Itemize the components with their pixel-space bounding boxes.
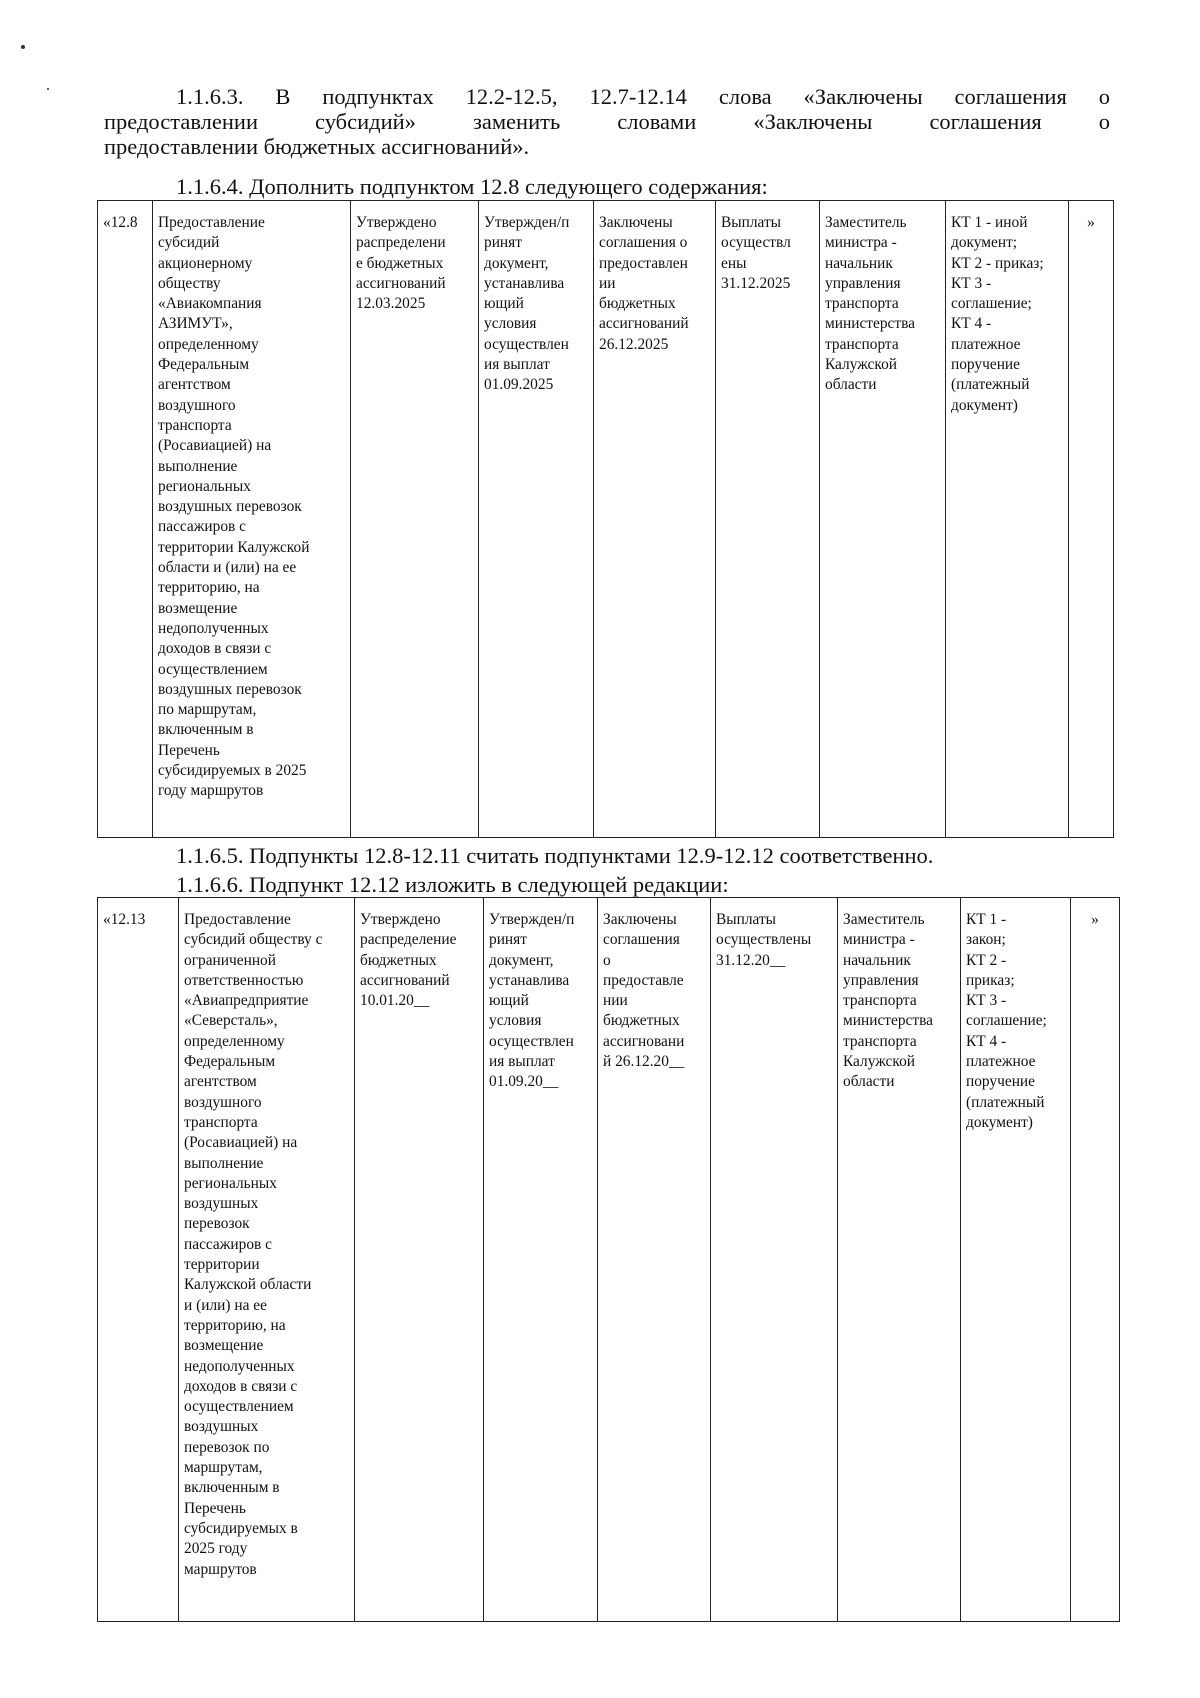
cell-text-line: ия выплат (484, 356, 550, 374)
cell-text-line: распределени (356, 234, 446, 252)
agreement-cell (598, 898, 711, 1622)
item-number-cell (98, 201, 153, 838)
closing-quote: » (1087, 214, 1095, 231)
cell-text-line: КТ 3 - (951, 274, 992, 292)
cell-text-line: Утвержден/п (489, 911, 575, 928)
cell-text-line: «Авиапредприятие (184, 992, 309, 1010)
cell-text-line: (платежный (951, 376, 1030, 394)
cell-text-line: документ) (951, 396, 1018, 414)
cell-text-line: региональных (158, 477, 251, 495)
cell-text-line: включенным в (158, 721, 254, 739)
item-number-cell (98, 898, 179, 1622)
description-cell (179, 898, 355, 1622)
amendment-table-12-13 (97, 897, 1120, 1622)
cell-text-line: возмещение (158, 599, 238, 617)
cell-text-line: платежное (951, 335, 1021, 353)
cell-text-line: территорию, на (184, 1316, 286, 1334)
cell-text-line: осуществл (721, 234, 791, 252)
scan-speck (47, 88, 49, 90)
cell-text-line: возмещение (184, 1337, 264, 1355)
cell-text-line: воздушного (184, 1093, 262, 1111)
cell-text-line: соглашение; (966, 1012, 1047, 1030)
cell-text-line: Выплаты (716, 911, 777, 928)
cell-text-line: обществу (158, 274, 221, 292)
paragraph-line: 1.1.6.5. Подпункты 12.8-12.11 считать подпунктами 12.9-12.12 соответственно. (176, 843, 934, 868)
cell-text-line: агентством (184, 1073, 257, 1091)
cell-text-line: министерства (843, 1012, 933, 1030)
cell-text-line: Утверждено (360, 911, 441, 928)
cell-text-line: бюджетных (360, 951, 437, 969)
cell-text-line: субсидий обществу с (184, 931, 323, 949)
document-cell (479, 201, 594, 838)
cell-text-line: выполнение (158, 457, 238, 475)
cell-text-line: устанавлива (484, 274, 565, 292)
cell-text-line: устанавлива (489, 971, 570, 989)
cell-text-line: ия выплат (489, 1053, 555, 1071)
cell-text-line: воздушных перевозок (158, 498, 302, 516)
cell-text-line: Федеральным (184, 1053, 276, 1071)
cell-text-line: 12.03.2025 (356, 295, 426, 313)
cell-text-line: выполнение (184, 1154, 264, 1172)
paragraph-1-1-6-6 (104, 872, 1110, 897)
cell-text-line: Калужской (843, 1053, 916, 1071)
cell-text-line: (платежный (966, 1093, 1045, 1111)
cell-text-line: Утвержден/п (484, 214, 570, 231)
responsible-cell (838, 898, 961, 1622)
cell-text-line: перевозок (184, 1215, 250, 1233)
cell-text-line: 26.12.2025 (599, 335, 669, 353)
control-points-cell (961, 898, 1071, 1622)
cell-text-line: ены (721, 254, 747, 272)
cell-text-line: ющий (489, 992, 529, 1010)
cell-text-line: пассажиров с (184, 1235, 272, 1253)
cell-text-line: маршрутов (184, 1560, 257, 1578)
cell-text-line: «Северсталь», (184, 1012, 278, 1030)
cell-text-line: КТ 4 - (966, 1032, 1007, 1050)
distribution-cell (355, 898, 484, 1622)
cell-text-line: ющий (484, 295, 524, 313)
cell-text-line: недополученных (184, 1357, 295, 1375)
cell-text-line: АЗИМУТ», (158, 315, 233, 333)
paragraph-line: 1.1.6.6. Подпункт 12.12 изложить в следующей редакции: (176, 872, 729, 897)
paragraph-line: предоставлении субсидий» заменить словами «Заключены соглашения о (104, 109, 1110, 134)
document-cell (484, 898, 598, 1622)
cell-text-line: перевозок по (184, 1438, 270, 1456)
cell-text-line: соглашение; (951, 295, 1032, 313)
cell-text-line: 01.09.20__ (489, 1073, 559, 1091)
cell-text-line: субсидируемых в (184, 1519, 298, 1537)
cell-text-line: управления (825, 274, 901, 292)
cell-text-line: субсидий (158, 234, 220, 252)
cell-text-line: году маршрутов (158, 782, 264, 800)
cell-text-line: министра - (825, 234, 897, 252)
cell-text-line: документ) (966, 1113, 1033, 1131)
cell-text-line: ограниченной (184, 951, 276, 969)
cell-text-line: осуществлены (716, 931, 812, 949)
cell-text-line: Заместитель (825, 214, 907, 231)
cell-text-line: недополученных (158, 619, 269, 637)
paragraph-line: предоставлении бюджетных ассигнований». (104, 134, 530, 159)
cell-text-line: 10.01.20__ (360, 992, 430, 1010)
payments-cell (711, 898, 838, 1622)
cell-text-line: транспорта (843, 1032, 917, 1050)
cell-text-line: доходов в связи с (158, 640, 272, 658)
cell-text-line: воздушных перевозок (158, 680, 302, 698)
cell-text-line: осуществлением (158, 660, 268, 678)
cell-text-line: министерства (825, 315, 915, 333)
cell-text-line: Выплаты (721, 214, 782, 231)
cell-text-line: включенным в (184, 1479, 280, 1497)
cell-text-line: нии (603, 992, 628, 1010)
cell-text-line: ринят (489, 931, 527, 949)
cell-text-line: ассигнований (599, 315, 689, 333)
paragraph-1-1-6-4 (104, 174, 1110, 199)
cell-text-line: КТ 2 - приказ; (951, 254, 1044, 272)
cell-text-line: Калужской (825, 356, 898, 374)
cell-text-line: территории (184, 1256, 260, 1274)
cell-text-line: е бюджетных (356, 254, 444, 272)
scan-speck (21, 45, 25, 49)
cell-text-line: Перечень (158, 741, 220, 759)
cell-text-line: Федеральным (158, 356, 250, 374)
closing-quote: » (1091, 911, 1099, 928)
cell-text-line: предоставлен (599, 254, 688, 272)
cell-text-line: КТ 4 - (951, 315, 992, 333)
cell-text-line: предоставле (603, 971, 684, 989)
cell-text-line: Утверждено (356, 214, 437, 231)
cell-text-line: пассажиров с (158, 518, 246, 536)
cell-text-line: документ, (484, 254, 549, 272)
cell-text-line: определенному (158, 335, 259, 353)
description-cell (153, 201, 351, 838)
cell-text-line: (Росавиацией) на (184, 1134, 298, 1152)
cell-text-line: условия (484, 315, 537, 333)
cell-text-line: поручение (951, 356, 1020, 374)
cell-text-line: транспорта (825, 295, 899, 313)
closing-quote-cell (1069, 201, 1114, 838)
cell-text-line: 2025 году (184, 1540, 248, 1558)
cell-text-line: осуществлен (484, 335, 569, 353)
cell-text-line: Заключены (603, 911, 677, 928)
distribution-cell (351, 201, 479, 838)
cell-text-line: осуществлен (489, 1032, 574, 1050)
cell-text-line: транспорта (825, 335, 899, 353)
table-row (98, 201, 1114, 838)
cell-text-line: субсидируемых в 2025 (158, 762, 307, 780)
cell-text-line: осуществлением (184, 1398, 294, 1416)
cell-text-line: (Росавиацией) на (158, 437, 272, 455)
cell-text-line: воздушных (184, 1418, 259, 1436)
cell-text-line: поручение (966, 1073, 1035, 1091)
cell-text-line: 31.12.2025 (721, 274, 791, 292)
cell-text-line: распределение (360, 931, 457, 949)
cell-text-line: транспорта (158, 416, 232, 434)
cell-text-line: ассигнований (360, 971, 450, 989)
cell-text-line: по маршрутам, (158, 701, 257, 719)
paragraph-1-1-6-5 (104, 843, 1110, 868)
cell-text-line: начальник (843, 951, 911, 969)
cell-text-line: платежное (966, 1053, 1036, 1071)
cell-text-line: закон; (966, 931, 1006, 949)
cell-text-line: приказ; (966, 971, 1015, 989)
paragraph-line: 1.1.6.4. Дополнить подпунктом 12.8 следующего содержания: (176, 174, 768, 199)
cell-text-line: й 26.12.20__ (603, 1053, 685, 1071)
cell-text-line: условия (489, 1012, 542, 1030)
cell-text-line: определенному (184, 1032, 285, 1050)
cell-text-line: соглашения (603, 931, 680, 949)
cell-text-line: доходов в связи с (184, 1377, 298, 1395)
cell-text-line: области (825, 376, 877, 394)
control-points-cell (946, 201, 1069, 838)
cell-text-line: ассигновани (603, 1032, 685, 1050)
cell-text-line: «Авиакомпания (158, 295, 262, 313)
cell-text-line: 01.09.2025 (484, 376, 554, 394)
cell-text-line: акционерному (158, 254, 253, 272)
cell-text-line: министра - (843, 931, 915, 949)
cell-text-line: бюджетных (603, 1012, 680, 1030)
item-number: «12.13 (103, 911, 146, 928)
cell-text-line: и (или) на ее (184, 1296, 267, 1314)
paragraph-1-1-6-3 (104, 84, 1110, 159)
payments-cell (716, 201, 820, 838)
cell-text-line: территории Калужской (158, 538, 310, 556)
cell-text-line: соглашения о (599, 234, 688, 252)
cell-text-line: области (843, 1073, 895, 1091)
cell-text-line: маршрутам, (184, 1459, 263, 1477)
cell-text-line: документ, (489, 951, 554, 969)
cell-text-line: транспорта (843, 992, 917, 1010)
cell-text-line: региональных (184, 1174, 277, 1192)
cell-text-line: территорию, на (158, 579, 260, 597)
cell-text-line: КТ 2 - (966, 951, 1007, 969)
cell-text-line: Предоставление (184, 911, 291, 928)
cell-text-line: КТ 1 - иной (951, 214, 1028, 231)
amendment-table-12-8 (97, 200, 1114, 838)
cell-text-line: Предоставление (158, 214, 265, 231)
agreement-cell (594, 201, 716, 838)
paragraph-line: 1.1.6.3. В подпунктах 12.2-12.5, 12.7-12.14 слова «Заключены соглашения о (176, 84, 1110, 109)
item-number: «12.8 (103, 214, 138, 231)
cell-text-line: агентством (158, 376, 231, 394)
cell-text-line: бюджетных (599, 295, 676, 313)
cell-text-line: транспорта (184, 1113, 258, 1131)
cell-text-line: 31.12.20__ (716, 951, 786, 969)
cell-text-line: о (603, 951, 611, 969)
cell-text-line: Перечень (184, 1499, 246, 1517)
table-row (98, 898, 1120, 1622)
cell-text-line: документ; (951, 234, 1018, 252)
cell-text-line: Заключены (599, 214, 673, 231)
cell-text-line: КТ 1 - (966, 911, 1007, 928)
cell-text-line: ответственностью (184, 971, 304, 989)
cell-text-line: воздушного (158, 396, 236, 414)
cell-text-line: ассигнований (356, 274, 446, 292)
cell-text-line: ринят (484, 234, 522, 252)
cell-text-line: начальник (825, 254, 893, 272)
responsible-cell (820, 201, 946, 838)
cell-text-line: ии (599, 274, 616, 292)
closing-quote-cell (1071, 898, 1120, 1622)
cell-text-line: управления (843, 971, 919, 989)
cell-text-line: Заместитель (843, 911, 925, 928)
cell-text-line: воздушных (184, 1195, 259, 1213)
cell-text-line: Калужской области (184, 1276, 312, 1294)
cell-text-line: области и (или) на ее (158, 559, 297, 577)
cell-text-line: КТ 3 - (966, 992, 1007, 1010)
